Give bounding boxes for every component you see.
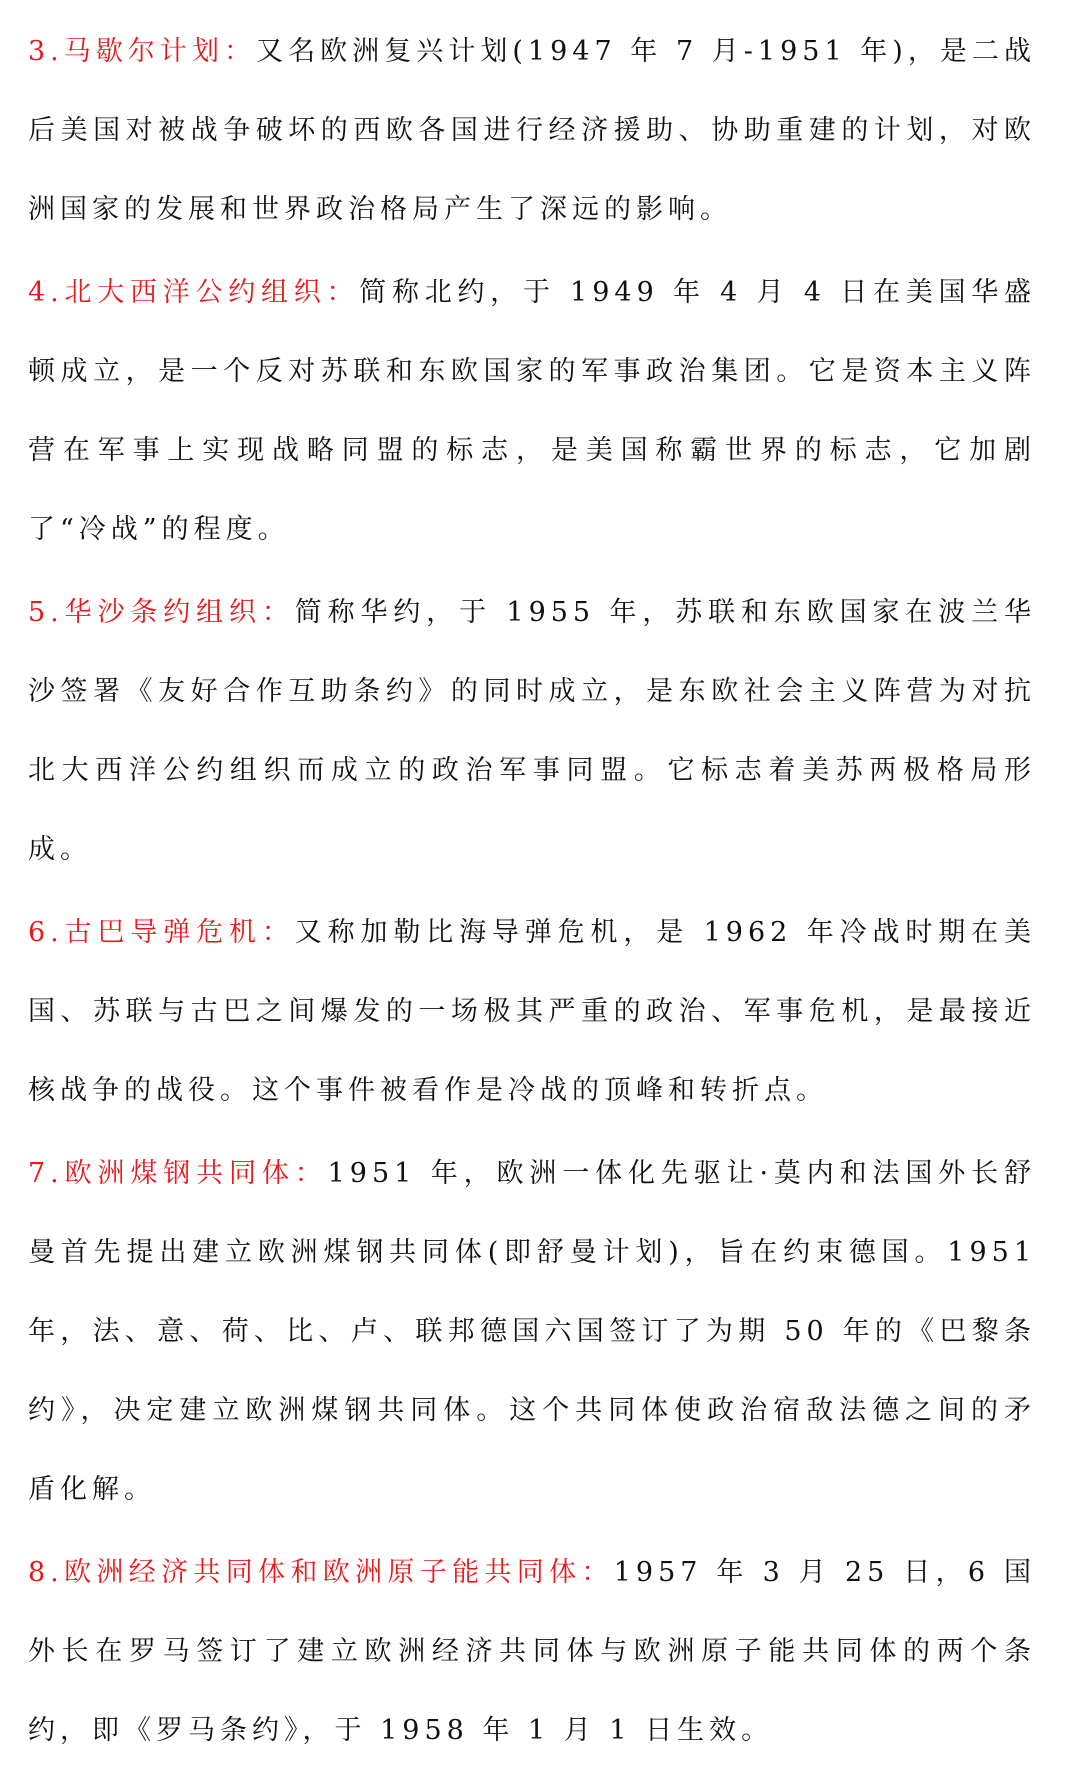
entry-nato xyxy=(28,253,1036,569)
entry-warsaw-pact xyxy=(28,573,1036,889)
entry-term: 4.北大西洋公约组织： xyxy=(28,277,360,308)
entry-text: 简称北约，于 1949 年 4 月 4 日在美国华盛顿成立，是一个反对苏联和东欧国家的军事政治集团。它是资本主义阵营在军事上实现战略同盟的标志，是美国称霸世界的标志，它加剧了“冷战”的程度。 xyxy=(28,277,1036,545)
entry-term: 5.华沙条约组织： xyxy=(28,597,295,628)
entry-term: 3.马歇尔计划： xyxy=(28,36,257,67)
entry-text: 又称加勒比海导弹危机，是 1962 年冷战时期在美国、苏联与古巴之间爆发的一场极其严重的政治、军事危机，是最接近核战争的战役。这个事件被看作是冷战的顶峰和转折点。 xyxy=(28,917,1036,1106)
entry-text: 简称华约，于 1955 年，苏联和东欧国家在波兰华沙签署《友好合作互助条约》的同时成立，是东欧社会主义阵营为对抗北大西洋公约组织而成立的政治军事同盟。它标志着美苏两极格局形成。 xyxy=(28,597,1036,865)
entry-cuban-missile-crisis xyxy=(28,893,1036,1130)
entry-term: 6.古巴导弹危机： xyxy=(28,917,295,948)
entry-text: 又名欧洲复兴计划(1947 年 7 月-1951 年)，是二战后美国对被战争破坏的西欧各国进行经济援助、协助重建的计划，对欧洲国家的发展和世界政治格局产生了深远的影响。 xyxy=(28,36,1036,225)
entry-text: 1957 年 3 月 25 日，6 国外长在罗马签订了建立欧洲经济共同体与欧洲原子能共同体的两个条约，即《罗马条约》，于 1958 年 1 月 1 日生效。 xyxy=(28,1557,1036,1746)
entry-text: 1951 年，欧洲一体化先驱让·莫内和法国外长舒曼首先提出建立欧洲煤钢共同体(即舒曼计划)，旨在约束德国。1951 年，法、意、荷、比、卢、联邦德国六国签订了为期 50 年的《巴黎条约》，决定建立欧洲煤钢共同体。这个共同体使政治宿敌法德之间的矛盾化解。 xyxy=(28,1158,1036,1505)
entry-marshall-plan xyxy=(28,12,1036,249)
entry-term: 7.欧洲煤钢共同体： xyxy=(28,1158,328,1189)
entry-term: 8.欧洲经济共同体和欧洲原子能共同体： xyxy=(28,1557,614,1588)
entry-ecsc xyxy=(28,1134,1036,1529)
entry-eec-euratom xyxy=(28,1533,1036,1770)
